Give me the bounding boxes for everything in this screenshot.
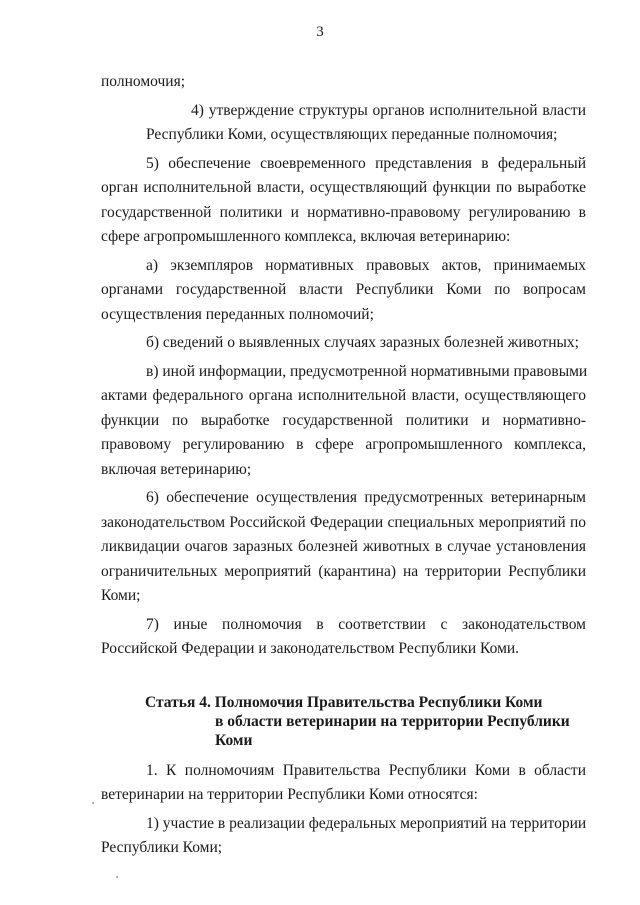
- text-line: 1. К полномочиям Правительства Республики Коми в области: [146, 761, 586, 779]
- paragraph-item-5a: [101, 254, 586, 328]
- text-line: правовому регулированию в сфере агропромышленного комплекса,: [101, 436, 586, 453]
- document-body: [101, 70, 586, 861]
- text-line: ликвидации очагов заразных болезней животных в случае установления: [101, 538, 586, 555]
- paragraph-article-4-1-1: [101, 812, 586, 861]
- text-line: орган исполнительной власти, осуществляющий функции по выработке: [101, 179, 586, 196]
- paragraph-item-5c: [101, 360, 586, 483]
- text-line: а) экземпляров нормативных правовых актов, принимаемых: [146, 256, 586, 274]
- paragraph-item-6: [101, 486, 586, 609]
- article-heading-line: в области ветеринарии на территории Республики: [215, 712, 570, 730]
- article-heading: [101, 693, 586, 750]
- text-line: в) иной информации, предусмотренной нормативными правовыми: [146, 362, 588, 380]
- article-heading-line: Статья 4. Полномочия Правительства Республики Коми: [145, 693, 543, 711]
- paragraph-article-4-1: [101, 759, 586, 808]
- paragraph-continuation: [101, 70, 586, 95]
- text-line: государственной политики и нормативно-правовому регулированию в: [101, 203, 586, 221]
- text-line: б) сведений о выявленных случаях заразных болезней животных;: [146, 334, 579, 351]
- scan-speck: [116, 876, 118, 878]
- text-line: сфере агропромышленного комплекса, включая ветеринарию:: [101, 228, 511, 245]
- text-line: актами федерального органа исполнительной власти, осуществляющего: [101, 387, 586, 404]
- text-line: Коми;: [101, 587, 141, 604]
- text-line: законодательством Российской Федерации специальных мероприятий по: [101, 513, 586, 531]
- text-line: Республики Коми, осуществляющих переданные полномочия;: [146, 126, 558, 143]
- text-line: включая ветеринарию;: [101, 460, 252, 478]
- text-line: 7) иные полномочия в соответствии с законодательством: [146, 615, 586, 633]
- text-line: Российской Федерации и законодательством Республики Коми.: [101, 640, 520, 657]
- page-number: 3: [316, 24, 324, 40]
- text-line: органами государственной власти Республики Коми по вопросам: [101, 281, 586, 298]
- paragraph-item-5: [101, 152, 586, 250]
- text-line: полномочия;: [101, 73, 186, 90]
- text-line: Республики Коми;: [101, 839, 223, 856]
- text-line: осуществления переданных полномочий;: [101, 305, 374, 323]
- text-line: ограничительных мероприятий (карантина) на территории Республики: [101, 562, 586, 580]
- text-line: функции по выработке государственной политики и нормативно-: [101, 411, 586, 429]
- paragraph-item-5b: [101, 331, 586, 356]
- article-heading-line: Коми: [215, 731, 253, 749]
- text-line: 1) участие в реализации федеральных мероприятий на территории: [146, 814, 587, 832]
- text-line: 5) обеспечение своевременного представления в федеральный: [146, 154, 586, 172]
- scan-speck: [92, 802, 94, 804]
- text-line: 6) обеспечение осуществления предусмотренных ветеринарным: [146, 489, 586, 506]
- paragraph-item-7: [101, 613, 586, 662]
- paragraph-item-4: [101, 99, 586, 148]
- text-line: 4) утверждение структуры органов исполнительной власти: [191, 101, 586, 119]
- text-line: ветеринарии на территории Республики Коми относятся:: [101, 786, 478, 803]
